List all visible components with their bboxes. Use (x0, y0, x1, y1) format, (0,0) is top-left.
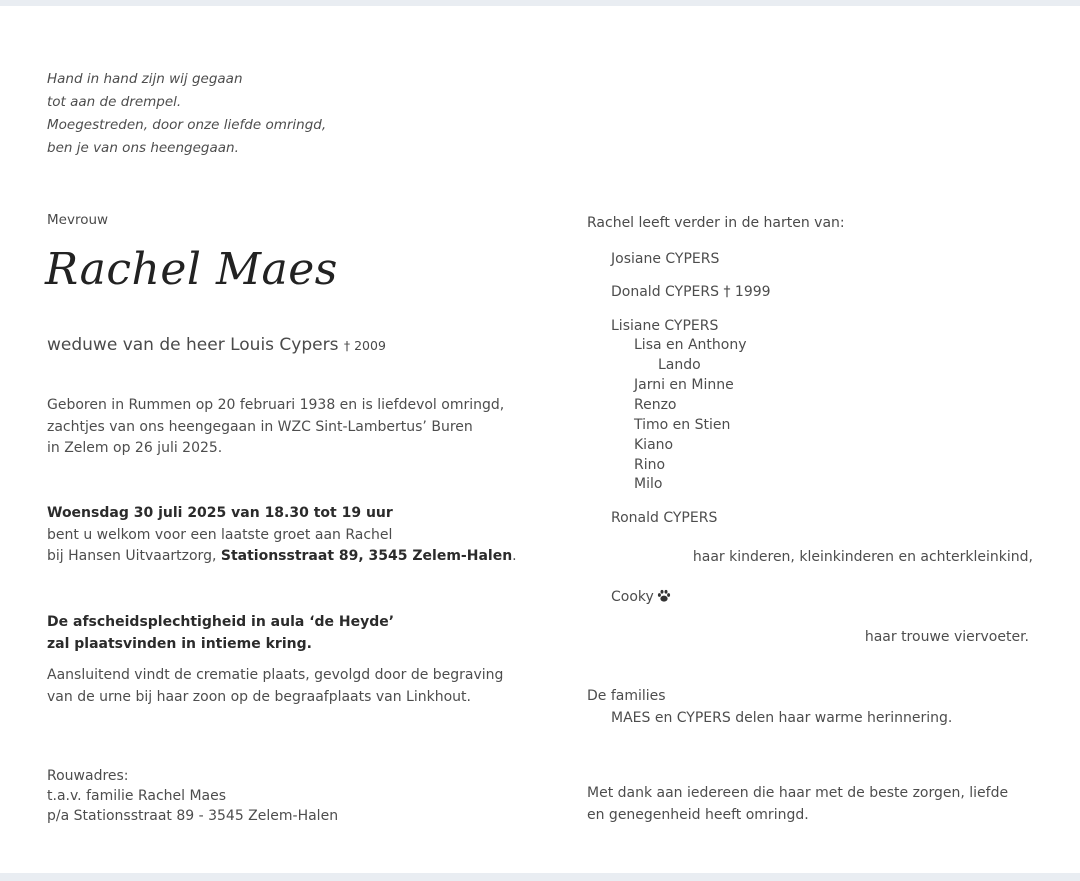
birth-death-paragraph (47, 395, 504, 460)
families-line: MAES en CYPERS delen haar warme herinnering. (611, 710, 953, 726)
thanks-paragraph (587, 782, 1008, 826)
pet-name: Cooky (611, 589, 654, 605)
cremation-paragraph (47, 665, 503, 708)
visitation-address: Stationsstraat 89, 3545 Zelem-Halen (220, 548, 513, 564)
thanks-line: Met dank aan iedereen die haar met de beste zorgen, liefde (587, 785, 1009, 801)
ceremony-line: zal plaatsvinden in intieme kring. (47, 635, 312, 652)
grandchild: Kiano (634, 437, 674, 453)
grandchild: Timo en Stien (634, 417, 731, 433)
relation-pet: haar trouwe viervoeter. (864, 629, 1029, 645)
grandchild: Lisa en Anthony (634, 337, 747, 353)
paw-icon (657, 589, 671, 607)
paragraph-line: zachtjes van ons heengegaan in WZC Sint-Lambertus’ Buren (47, 418, 473, 435)
grandchild: Milo (634, 476, 663, 492)
grandchild: Jarni en Minne (634, 377, 734, 393)
address-line: t.a.v. familie Rachel Maes (47, 788, 227, 804)
grandchild: Renzo (634, 397, 677, 413)
poem-line: ben je van ons heengegaan. (47, 140, 239, 156)
widow-year: † 2009 (343, 338, 386, 353)
address-line: Rouwadres: (47, 768, 129, 784)
family-member: Donald CYPERS † 1999 (611, 284, 771, 300)
paragraph-line: Aansluitend vindt de crematie plaats, gevolgd door de begraving (47, 667, 504, 683)
ceremony-line: De afscheidsplechtigheid in aula ‘de Heyde’ (47, 614, 395, 630)
visitation-when: Woensdag 30 juli 2025 van 18.30 tot 19 uur (47, 505, 393, 521)
relation-children: haar kinderen, kleinkinderen en achterkleinkind, (692, 549, 1033, 565)
title-prefix: Mevrouw (47, 212, 109, 228)
family-member: Lisiane CYPERS (611, 318, 719, 334)
visitation-line: bent u welkom voor een laatste groet aan Rachel (47, 526, 393, 543)
paragraph-line: van de urne bij haar zoon op de begraafplaats van Linkhout. (47, 688, 471, 705)
pet (611, 589, 671, 607)
widow-text: weduwe van de heer Louis Cypers (47, 335, 339, 355)
visitation-venue: bij Hansen Uitvaartzorg, (47, 548, 221, 564)
obituary-card (0, 6, 1080, 873)
poem-line: Moegestreden, door onze liefde omringd, (47, 117, 327, 133)
widow-line (47, 335, 386, 355)
great-grandchild: Lando (658, 357, 701, 373)
deceased-name: Rachel Maes (45, 244, 338, 295)
address-line: p/a Stationsstraat 89 - 3545 Zelem-Halen (47, 808, 339, 824)
paragraph-line: Geboren in Rummen op 20 februari 1938 en is liefdevol omringd, (47, 397, 505, 413)
paragraph-line: in Zelem op 26 juli 2025. (47, 440, 223, 456)
visitation-suffix: . (512, 548, 517, 564)
right-intro: Rachel leeft verder in de harten van: (587, 215, 845, 231)
poem (47, 68, 326, 160)
visitation-paragraph (47, 503, 517, 568)
thanks-line: en genegenheid heeft omringd. (587, 807, 809, 823)
grandchild: Rino (634, 457, 666, 473)
families-label: De families (587, 688, 666, 704)
family-member: Ronald CYPERS (611, 510, 718, 526)
visitation-location (47, 546, 517, 568)
poem-line: tot aan de drempel. (47, 94, 182, 110)
mourning-address (47, 766, 338, 826)
family-member: Josiane CYPERS (611, 251, 720, 267)
poem-line: Hand in hand zijn wij gegaan (47, 71, 243, 87)
ceremony-paragraph (47, 612, 394, 655)
